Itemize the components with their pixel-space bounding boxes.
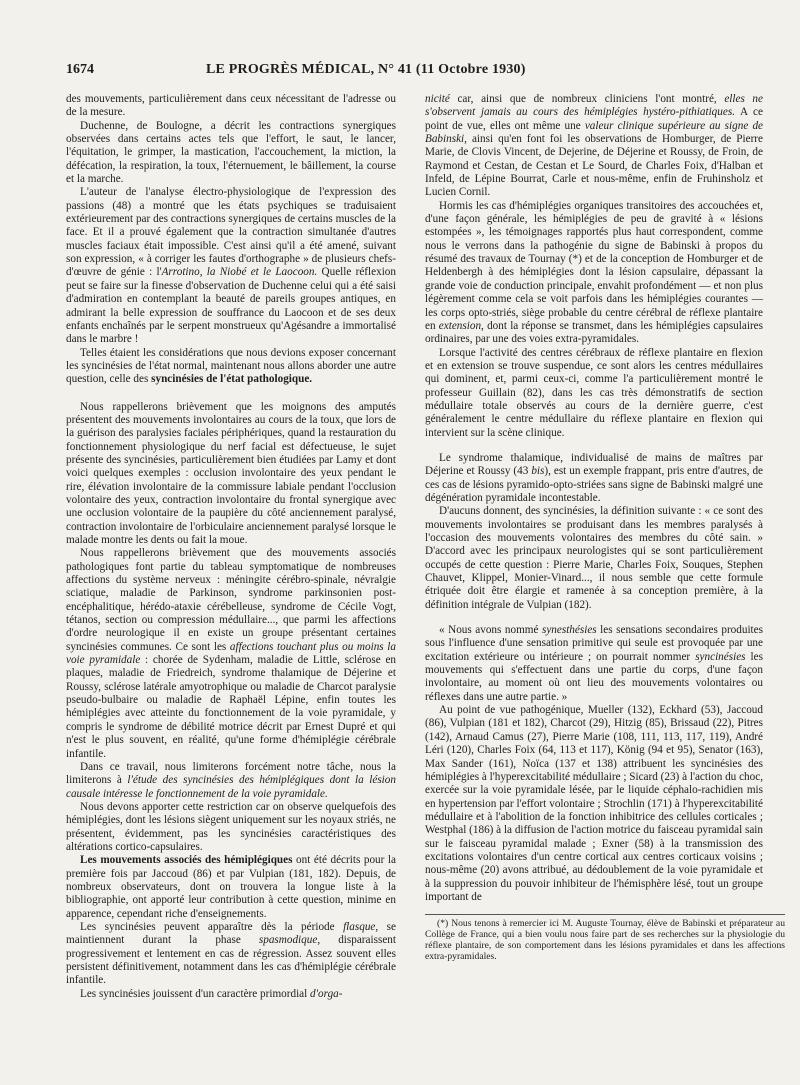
paragraph: Duchenne, de Boulogne, a décrit les contractions synergiques observées dans certains actes tels que l'effort, le saut, le lancer, l'équitation, le grimper, la mastication, l'accouchement, la miction, la défécation, la respiration, la toux, l'éternuement, le bâillement, la course et la marche. [66, 119, 396, 186]
paragraph: Les syncinésies peuvent apparaître dès la période flasque, se maintiennent durant la phase spasmodique, disparaissent progressivement et lentement en cas de régression. Assez souvent elles persistent définitivement, notamment dans les cas d'hémiplégie cérébrale infantile. [66, 920, 396, 987]
paragraph: L'auteur de l'analyse électro-physiologique de l'expression des passions (48) a montré que les états psychiques se traduisaient extérieurement par des contractions synergiques de certains muscles de la face. Et il a prouvé également que la contraction simultanée d'autres muscles faciaux était impossible. C'est ainsi qu'il a été amené, suivant son expression, « à corriger les fautes d'orthographe » de plusieurs chefs-d'œuvre de génie : l'Arrotino, la Niobé et le Laocoon. Quelle réflexion peut se faire sur la finesse d'observation de Duchenne celui qui a été saisi d'admiration en contemplant la beauté de pareils groupes antiques, en admirant la belle expression de souffrance du Laocoon et de ses deux enfants enchaînés par le serpent monstrueux qu'Agésandre a immortalisé dans le marbre ! [66, 186, 396, 346]
paragraph: nicité car, ainsi que de nombreux cliniciens l'ont montré, elles ne s'observent jamais au cours des hémiplégies hystéro-pithiatiques. A ce point de vue, elles ont même une valeur clinique supérieure au signe de Babinski, ainsi qu'en font foi les observations de Homburger, de Pierre Marie, de Clovis Vincent, de Dejerine, de Déjerine et Roussy, de Froin, de Raymond et Cestan, de Cestan et Le Sourd, de Charles Foix, d'Halban et Infeld, de Lépine Bourrat, Carle et nous-même, enfin de Fruhinsholz et Lucien Cornil. [425, 93, 763, 199]
paragraph: Au point de vue pathogénique, Mueller (132), Eckhard (53), Jaccoud (86), Vulpian (181 et 182), Charcot (29), Hitzig (85), Brissaud (22), Pitres (142), Arnaud Camus (27), Pierre Marie (108, 111, 113, 117, 119), André Léri (120), Charles Foix (64, 113 et 117), König (94 et 95), Senator (163), Max Sander (161), Noïca (137 et 138) attribuent les syncinésies des hémiplégies à l'hyperexcitabilité médullaire ; Sicard (23) à l'action du choc, exercée sur la voie pyramidale lésée, par le liquide céphalo-rachidien mis en hypertension par l'effort volontaire ; Strochlin (171) à l'hyperexcitabilité médullaire et à l'abolition de la fonction inhibitrice des cellules corticales ; Westphal (186) à la diffusion de l'action motrice du faisceau pyramidal sain sur le faisceau pyramidal malade ; Exner (58) à la transmission des excitations volontaires d'un centre cortical aux centres corticaux voisins ; nous-même (20) avons attribué, au dédoublement de la voie pyramidale et à la suppression du pouvoir inhibiteur de l'hémisphère lésé, tout un groupe important de [425, 704, 763, 903]
paragraph: « Nous avons nommé synesthésies les sensations secondaires produites sous l'influence d'une sensation primitive qui seule est provoquée par une excitation extérieure ou intérieure ; on pourrait nommer syncinésies les mouvements qui s'effectuent dans une partie du corps, d'une façon involontaire, au moment où ont lieu des mouvements volontaires ou réflexes dans une autre partie. » [425, 624, 763, 703]
paragraph: Hormis les cas d'hémiplégies organiques transitoires des accouchées et, d'une façon générale, les hémiplégies de peu de gravité à « lésions estompées », les témoignages rapportés plus haut correspondent, comme nous le verrons dans la pathogénie du signe de Babinski à propos du résumé des travaux de Tournay (*) et de la conception de Homburger et de Heldenbergh à des hémiplégies dont la lésion capsulaire, dépassant la grande voie de conduction principale, envahit profondément — et non plus légèrement comme cela se voit parfois dans les hémiplégies courantes — les corps opto-striés, siège probable du centre cérébral de réflexe plantaire en extension, dont la réponse se transmet, dans les hémiplégies capsulaires ordinaires, par une des voies extra-pyramidales. [425, 199, 763, 346]
paragraph: Les syncinésies jouissent d'un caractère primordial d'orga- [80, 987, 343, 1000]
section-heading-inline: syncinésies de l'état pathologique. [151, 373, 313, 386]
page-number: 1674 [66, 62, 94, 77]
footnote-text: (*) Nous tenons à remercier ici M. Auguste Tournay, élève de Babinski et préparateur au Collège de France, qui a bien voulu nous faire part de ses recherches sur la physiologie du réflexe plantaire, de son comportement dans les lésions pyramidales et dans les affections extra-pyramidales. [425, 918, 785, 963]
paragraph: Les mouvements associés des hémiplégiques ont été décrits pour la première fois par Jaccoud (86) et par Vulpian (181, 182). Depuis, de nombreux observateurs, dont on trouvera la longue liste à la bibliographie, ont apporté leur contribution à cette question, minime en apparence, cependant riche d'enseignements. [66, 854, 396, 920]
paragraph: Le syndrome thalamique, individualisé de mains de maîtres par Déjerine et Roussy (43 bis), est un exemple frappant, pris entre d'autres, de ces cas de lésions pyramido-opto-striées sans signe de Babinski malgré une dégénération pyramidale incontestable. [425, 451, 764, 504]
paragraph: Nous rappellerons brièvement que des mouvements associés pathologiques font partie du tableau symptomatique de nombreuses affections du système nerveux : méningite cérébro-spinale, névralgie sciatique, maladie de Parkinson, syndrome parkinsonien post-encéphalitique, hérédo-ataxie cérébelleuse, syndrome de Cécile Vogt, tétanos, section ou compression médullaire..., que parmi les affections d'ordre neurologique il en existe un groupe présentant certaines syncinésies communes. Ce sont les affections touchant plus ou moins la voie pyramidale : chorée de Sydenham, maladie de Little, sclérose en plaques, maladie de Friedreich, syndrome thalamique de Déjerine et Roussy, sclérose latérale amyotrophique ou maladie de Charcot paralysie pseudo-bulbaire ou maladie de Raphaël Lépine, enfin toutes les hémiplégies avec atteinte du fonctionnement de la voie pyramidale, y compris le syndrome de débilité motrice décrit par Ernest Dupré et qui n'est le plus souvent, en réalité, qu'une forme d'hémiplégie cérébrale infantile. [66, 547, 397, 760]
running-title: LE PROGRÈS MÉDICAL, N° 41 (11 Octobre 1930) [206, 62, 526, 77]
paragraph: Nous devons apporter cette restriction car on observe quelquefois des hémiplégies, dont les lésions siègent uniquement sur les noyaux striés, ne présentent, évidemment, pas les syncinésies caractéristiques des altérations cortico-capsulaires. [66, 800, 396, 853]
footnote [425, 914, 785, 962]
paragraph: Lorsque l'activité des centres cérébraux de réflexe plantaire en flexion et en extension se trouve suspendue, ce sont alors les centres médullaires qui dominent, et, parmi ceux-ci, comme l'a particulièrement montré le professeur Guillain (82), dans les cas très démonstratifs de section médullaire totale observés au cours de la dernière guerre, c'est généralement le centre médullaire du réflexe plantaire en flexion qui intervient sur la scène clinique. [425, 346, 763, 439]
paragraph: Nous rappellerons brièvement que les moignons des amputés présentent des mouvements involontaires au cours de la toux, que lors de la guérison des paralysies faciales périphériques, quand la restauration du fonctionnement physiologique du nerf facial est défectueuse, le sujet présente des syncinésies, particulièrement bien étudiées par Lamy et dont voici quelques exemples : occlusion involontaire des yeux pendant le rire, élévation involontaire de la commissure labiale pendant l'occlusion volontaire des yeux, contraction involontaire du frontal synergique avec une occlusion volontaire de la paupière du côté anciennement paralysé, contraction involontaire de l'orbiculaire anciennement paralysé lorsque le malade montre les dents ou fait la moue. [66, 400, 396, 546]
right-column [425, 93, 785, 963]
paragraph: Telles étaient les considérations que nous devions exposer concernant les syncinésies de l'état normal, maintenant nous allons aborder une autre question, celle des syncinésies de l'état pathologique. [66, 346, 396, 386]
left-column [66, 93, 396, 1001]
paragraph: D'aucuns donnent, des syncinésies, la définition suivante : « ce sont des mouvements involontaires se produisant dans les membres paralysés à l'occasion des mouvements volontaires des membres du côté sain. » D'accord avec les principaux neurologistes qui se sont particulièrement occupés de cette question : Pierre Marie, Charles Foix, Souques, Stephen Chauvet, Klippel, Monier-Vinard..., il nous semble que cette formule étriquée doit être élargie et ramenée à sa conception première, à la définition intégrale de Vulpian (182). [425, 505, 763, 611]
page-header [66, 62, 760, 82]
paragraph: Dans ce travail, nous limiterons forcément notre tâche, nous la limiterons à l'étude des syncinésies des hémiplégiques dont la lésion causale intéresse le fonctionnement de la voie pyramidale. [66, 760, 396, 800]
paragraph: des mouvements, particulièrement dans ceux nécessitant de l'adresse ou de la mesure. [66, 93, 396, 119]
